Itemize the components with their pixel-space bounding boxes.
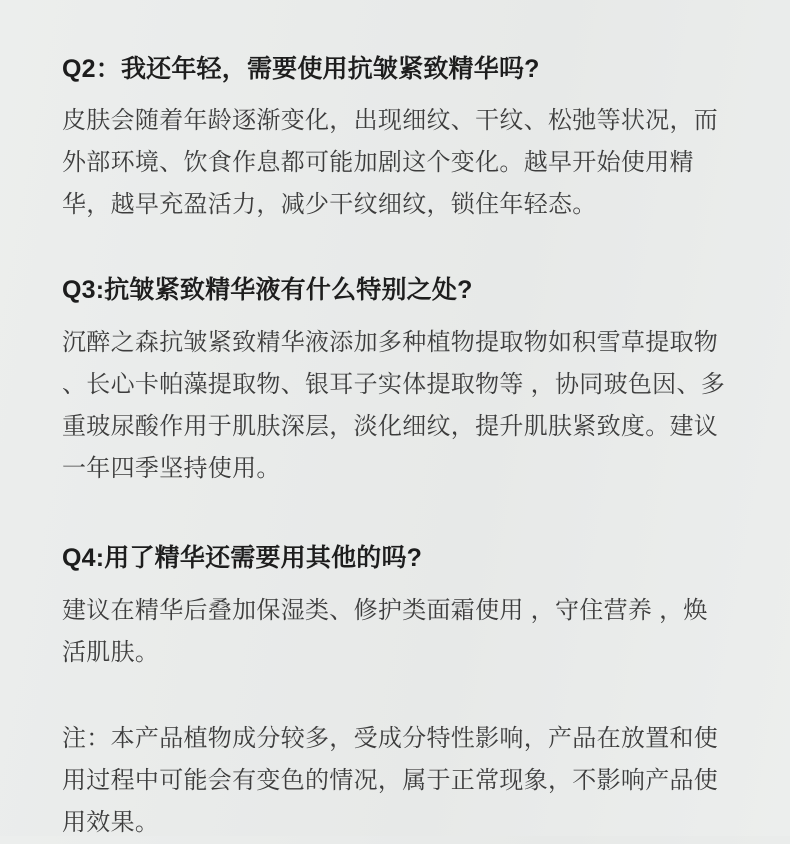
faq-item-q4: [62, 540, 728, 674]
faq-question-q4: Q4:用了精华还需要用其他的吗?: [62, 544, 423, 572]
faq-item-q2: [62, 51, 728, 226]
faq-answer-q4: 建议在精华后叠加保湿类、修护类面霜使用 ，守住营养 ，焕活肌肤。: [62, 597, 708, 666]
faq-answer-q2: 皮肤会随着年龄逐渐变化，出现细纹、干纹、松弛等状况，而外部环境、饮食作息都可能加剧这个变化。越早开始使用精华，越早充盈活力，减少干纹细纹，锁住年轻态。: [62, 107, 719, 218]
faq-answer-q3: 沉醉之森抗皱紧致精华液添加多种植物提取物如积雪草提取物 、长心卡帕藻提取物、银耳子实体提取物等 ，协同玻色因、多重玻尿酸作用于肌肤深层，淡化细纹，提升肌肤紧致度。建议一年四季坚持使用。: [62, 329, 726, 482]
faq-question-q3: Q3:抗皱紧致精华液有什么特别之处?: [62, 276, 473, 304]
faq-question-q2: Q2：我还年轻，需要使用抗皱紧致精华吗?: [62, 55, 540, 83]
faq-item-q3: [62, 272, 728, 490]
product-note: 注：本产品植物成分较多，受成分特性影响，产品在放置和使用过程中可能会有变色的情况，属于正常现象，不影响产品使用效果。: [62, 725, 719, 836]
